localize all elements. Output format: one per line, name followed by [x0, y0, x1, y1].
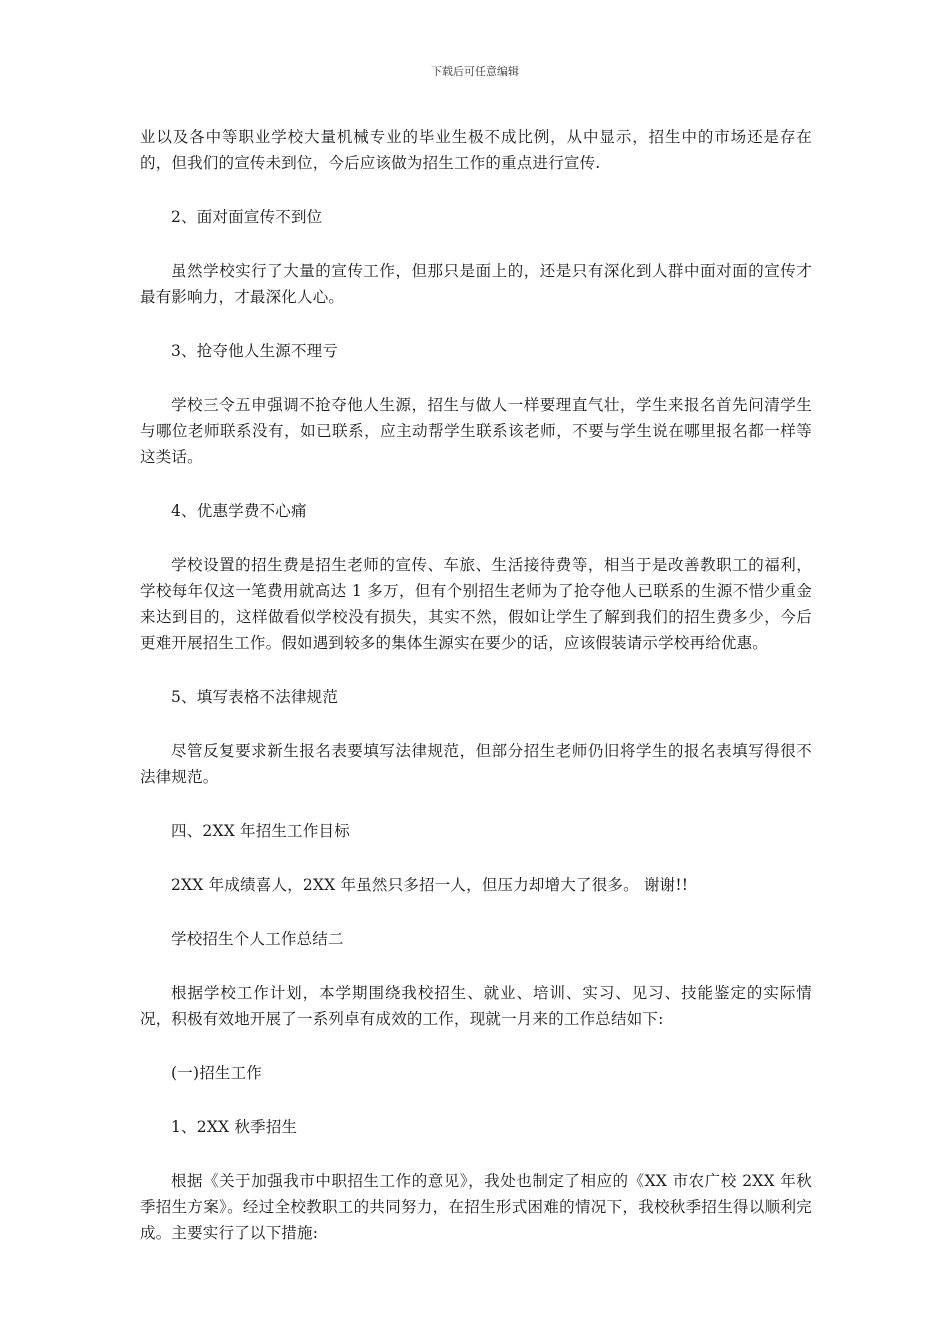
paragraph-tuition-discount: 学校设置的招生费是招生老师的宣传、车旅、生活接待费等，相当于是改善教职工的福利，学校每年仅这一笔费用就高达 1 多万，但有个别招生老师为了抢夺他人已联系的生源不惜少重金来达到目的，这样做看似学校没有损失，其实不然，假如让学生了解到我们的招生费多少，今后更难开展招生工作。假如遇到较多的集体生源实在要少的话，应该假装请示学校再给优惠。 [140, 556, 812, 652]
paragraph-student-source: 学校三令五申强调不抢夺他人生源，招生与做人一样要理直气壮，学生来报名首先问清学生与哪位老师联系没有，如已联系，应主动帮学生联系该老师，不要与学生说在哪里报名都一样等这类话。 [140, 396, 812, 466]
section-heading-4: 4、优惠学费不心痛 [171, 502, 307, 520]
section-heading-2: 2、面对面宣传不到位 [171, 208, 323, 226]
section-heading-enrollment-work: (一)招生工作 [171, 1064, 262, 1082]
section-heading-goals: 四、2XX 年招生工作目标 [171, 822, 350, 840]
paragraph-autumn-plan: 根据《关于加强我市中职招生工作的意见》，我处也制定了相应的《XX 市农广校 2XX 年秋季招生方案》。经过全校教职工的共同努力，在招生形式困难的情况下，我校秋季招生得以顺利完成。主要实行了以下措施: [140, 1172, 812, 1242]
paragraph-intro-continuation: 业以及各中等职业学校大量机械专业的毕业生极不成比例，从中显示，招生中的市场还是存在的，但我们的宣传未到位，今后应该做为招生工作的重点进行宣传. [140, 128, 812, 172]
paragraph-face-to-face: 虽然学校实行了大量的宣传工作，但那只是面上的，还是只有深化到人群中面对面的宣传才最有影响力，才最深化人心。 [140, 262, 812, 306]
document-body [140, 124, 812, 1274]
section-heading-3: 3、抢夺他人生源不理亏 [171, 342, 339, 360]
section-heading-autumn-enrollment: 1、2XX 秋季招生 [171, 1118, 298, 1136]
section-heading-5: 5、填写表格不法律规范 [171, 688, 339, 706]
paragraph-goals: 2XX 年成绩喜人，2XX 年虽然只多招一人，但压力却增大了很多。 谢谢!! [171, 876, 689, 894]
paragraph-work-plan: 根据学校工作计划，本学期围绕我校招生、就业、培训、实习、见习、技能鉴定的实际情况，积极有效地开展了一系列卓有成效的工作，现就一月来的工作总结如下: [140, 984, 812, 1028]
page-header: 下载后可任意编辑 [431, 65, 519, 78]
paragraph-form-filling: 尽管反复要求新生报名表要填写法律规范，但部分招生老师仍旧将学生的报名表填写得很不法律规范。 [140, 742, 812, 786]
section-heading-summary-two: 学校招生个人工作总结二 [171, 930, 344, 948]
